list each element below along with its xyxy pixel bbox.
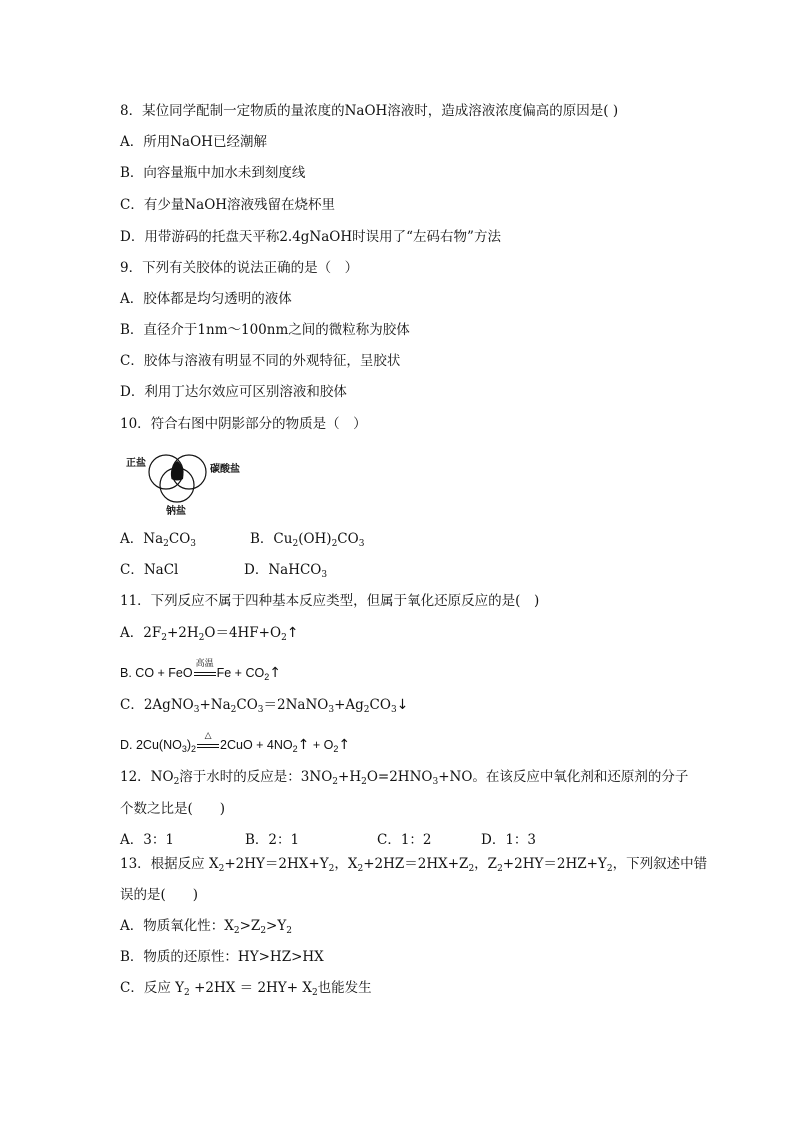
q13-stem-cont: 误的是( ): [120, 887, 199, 903]
condition-high-temp: 高温: [194, 663, 216, 683]
q10-option-b: B．$Cu_2(OH)_2CO_3$: [250, 531, 365, 549]
q10-option-a: A．$Na_2CO_3$: [120, 531, 196, 549]
q9-option-a: A．胶体都是均匀透明的液体: [120, 291, 292, 307]
q12-stem: 12．$NO_2$溶于水时的反应是：$3NO_2+H_2O=2HNO_3+NO$。在该反应中氧化剂和还原剂的分子: [120, 769, 689, 787]
q10-option-c: C．NaCl: [120, 562, 179, 578]
venn-label-left: 正盐: [126, 458, 146, 469]
q13-option-a: A．物质氧化性：$X_2>Z_2>Y_2$: [120, 918, 293, 936]
q10-option-d: D．NaHCO$_3$: [244, 562, 328, 580]
q10-options-row2: [120, 560, 327, 580]
q8-option-c: C．有少量NaOH溶液残留在烧杯里: [120, 197, 336, 213]
q11-stem: 11．下列反应不属于四种基本反应类型，但属于氧化还原反应的是( ): [120, 593, 540, 609]
q13-stem: 13．根据反应 $X_2+2HY=2HX+Y_2$，$X_2+2HZ=2HX+Z_2$，$Z_2+2HY=2HZ+Y_2$，下列叙述中错: [120, 856, 708, 874]
q9-option-b: B．直径介于1nm～100nm之间的微粒称为胶体: [120, 322, 410, 338]
condition-heat: △: [197, 735, 219, 755]
venn-label-bottom: 钠盐: [166, 506, 186, 517]
q9-option-d: D．利用丁达尔效应可区别溶液和胶体: [120, 384, 347, 400]
q8-option-d: D．用带游码的托盘天平称2.4gNaOH时误用了“左码右物”方法: [120, 229, 501, 245]
q8-stem: 8．某位同学配制一定物质的量浓度的NaOH溶液时，造成溶液浓度偏高的原因是( ): [120, 103, 619, 119]
q10-stem: 10．符合右图中阴影部分的物质是（ ）: [120, 416, 367, 432]
q8-option-a: A．所用NaOH已经潮解: [120, 134, 267, 150]
q12-option-d: D．1：3: [481, 832, 537, 848]
q12-option-b: B．2：1: [245, 832, 300, 848]
q11-option-c: C．$2AgNO_3+Na_2CO_3=2NaNO_3+Ag_2CO_3↓$: [120, 697, 409, 715]
q9-stem: 9．下列有关胶体的说法正确的是（ ）: [120, 260, 359, 276]
q10-options-row1: [120, 529, 364, 549]
venn-diagram: [120, 448, 260, 518]
q12-option-a: A．3：1: [120, 832, 174, 848]
q12-option-c: C．1：2: [377, 832, 432, 848]
q12-stem-cont: 个数之比是( ): [120, 801, 226, 817]
venn-label-right: 碳酸盐: [210, 464, 240, 475]
q11-option-b: B. CO + FeO 高温 $Fe + CO_2↑$: [120, 659, 281, 682]
q13-option-c: C．反应 $Y_2 +2HX = 2HY+ X_2$也能发生: [120, 980, 372, 998]
q9-option-c: C．胶体与溶液有明显不同的外观特征，呈胶状: [120, 353, 401, 369]
q8-option-b: B．向容量瓶中加水未到刻度线: [120, 165, 306, 181]
q12-options: [120, 830, 536, 850]
q13-option-b: B．物质的还原性：HY>HZ>HX: [120, 949, 324, 965]
q11-option-a: A．$2F_2+2H_2O=4HF+O_2↑$: [120, 625, 299, 643]
q11-option-d: D. $2Cu(NO_3)_2$ △ $2CuO + 4NO_2↑$ + $O_2↑$: [120, 731, 351, 754]
